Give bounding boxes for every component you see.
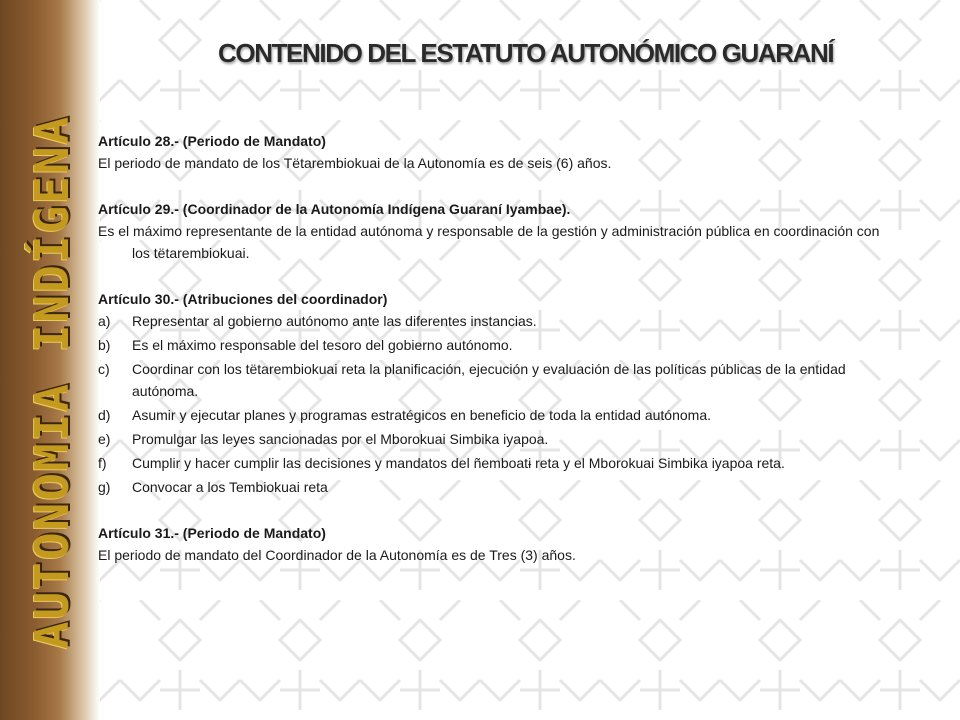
list-item — [98, 452, 898, 474]
list-marker: g) — [98, 479, 111, 495]
list-item — [98, 358, 898, 402]
list-item-text: Convocar a los Tembiokuai reta — [132, 479, 328, 495]
list-item — [98, 476, 898, 498]
slide-title: CONTENIDO DEL ESTATUTO AUTONÓMICO GUARANÍ — [218, 38, 834, 68]
side-title-text: AUTONOMIA INDÍGENA — [25, 114, 79, 650]
article-heading: Artículo 30.- (Atribuciones del coordinador) — [98, 291, 388, 307]
list-marker: e) — [98, 431, 111, 447]
list-marker: f) — [98, 455, 107, 471]
article-body: El periodo de mandato del Coordinador de la Autonomía es de Tres (3) años. — [98, 547, 576, 563]
article-heading: Artículo 28.- (Periodo de Mandato) — [98, 133, 326, 149]
attributions-list — [98, 310, 898, 498]
list-item-text: Promulgar las leyes sancionadas por el Mborokuai Simbika iyapoa. — [132, 431, 549, 447]
slide-content — [98, 130, 898, 590]
list-item-text: Representar al gobierno autónomo ante las diferentes instancias. — [132, 313, 537, 329]
list-marker: a) — [98, 313, 111, 329]
list-item — [98, 404, 898, 426]
list-marker: d) — [98, 407, 111, 423]
list-item — [98, 334, 898, 356]
list-item-text: Cumplir y hacer cumplir las decisiones y mandatos del ñemboatɨ reta y el Mborokuai Simbika iyapoa reta. — [132, 455, 785, 471]
article-31 — [98, 522, 898, 566]
list-item-text: Coordinar con los tëtarembiokuai reta la planificación, ejecución y evaluación de las políticas públicas de la entidad autónoma. — [132, 361, 846, 399]
list-item-text: Es el máximo responsable del tesoro del gobierno autónomo. — [132, 337, 513, 353]
article-29 — [98, 198, 898, 264]
list-item-text: Asumir y ejecutar planes y programas estratégicos en beneficio de toda la entidad autónoma. — [132, 407, 712, 423]
article-heading: Artículo 29.- (Coordinador de la Autonomía Indígena Guaraní Iyambae). — [98, 201, 571, 217]
list-marker: b) — [98, 337, 111, 353]
article-28 — [98, 130, 898, 174]
article-heading: Artículo 31.- (Periodo de Mandato) — [98, 525, 326, 541]
list-marker: c) — [98, 361, 110, 377]
article-30 — [98, 288, 898, 498]
article-body: Es el máximo representante de la entidad autónoma y responsable de la gestión y administración pública en coordinación con los tëtarembiokuai. — [98, 223, 880, 261]
article-body: El periodo de mandato de los Tëtarembiokuai de la Autonomía es de seis (6) años. — [98, 155, 612, 171]
list-item — [98, 428, 898, 450]
list-item — [98, 310, 898, 332]
